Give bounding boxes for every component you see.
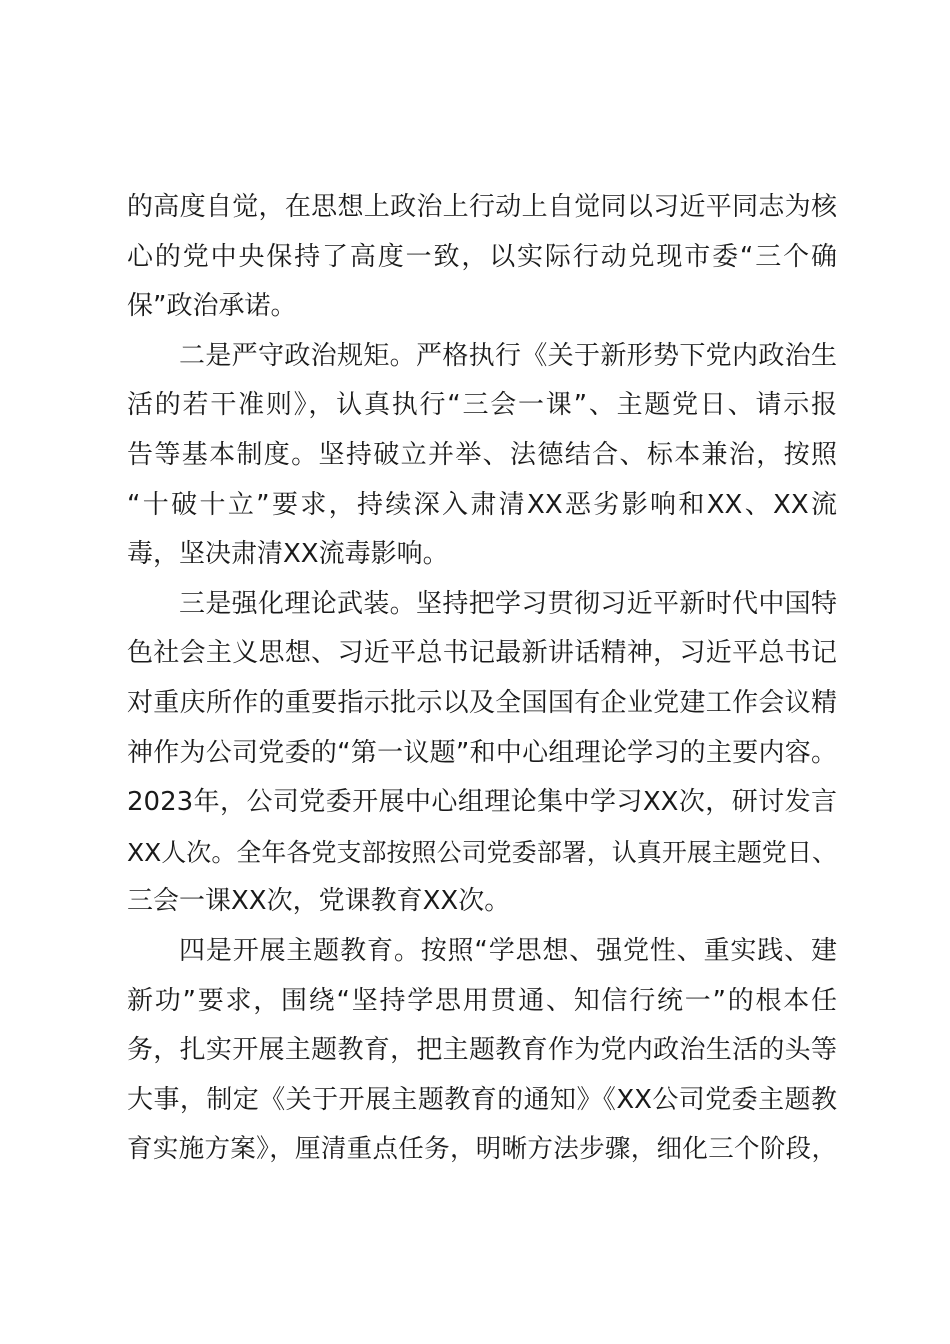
text-line: 对重庆所作的重要指示批示以及全国国有企业党建工作会议精 bbox=[127, 687, 837, 718]
text-line: 活的若干准则》，认真执行“三会一课”、主题党日、请示报 bbox=[127, 390, 837, 421]
text-line: 育实施方案》，厘清重点任务，明晰方法步骤，细化三个阶段， bbox=[127, 1134, 837, 1165]
text-line: XX人次。全年各党支部按照公司党委部署，认真开展主题党日、 bbox=[127, 837, 837, 867]
text-line: 毒，坚决肃清XX流毒影响。 bbox=[127, 539, 449, 570]
text-line: “十破十立”要求，持续深入肃清XX恶劣影响和XX、XX流 bbox=[127, 489, 837, 520]
text-line: 心的党中央保持了高度一致，以实际行动兑现市委“三个确 bbox=[127, 241, 837, 272]
text-line: 新功”要求，围绕“坚持学思用贯通、知信行统一”的根本任 bbox=[127, 985, 837, 1016]
paragraph-first-line: 三是强化理论武装。坚持把学习贯彻习近平新时代中国特 bbox=[179, 588, 837, 619]
text-line: 告等基本制度。坚持破立并举、法德结合、标本兼治，按照 bbox=[127, 439, 837, 470]
text-line: 神作为公司党委的“第一议题”和中心组理论学习的主要内容。 bbox=[127, 737, 837, 768]
paragraph-first-line: 二是严守政治规矩。严格执行《关于新形势下党内政治生 bbox=[179, 340, 837, 371]
text-line: 大事，制定《关于开展主题教育的通知》《XX公司党委主题教 bbox=[127, 1084, 837, 1115]
text-line: 的高度自觉，在思想上政治上行动上自觉同以习近平同志为核 bbox=[127, 192, 837, 222]
text-line: 务，扎实开展主题教育，把主题教育作为党内政治生活的头等 bbox=[127, 1035, 837, 1066]
text-line: 色社会主义思想、习近平总书记最新讲话精神，习近平总书记 bbox=[127, 638, 837, 669]
paragraph-first-line: 四是开展主题教育。按照“学思想、强党性、重实践、建 bbox=[179, 935, 837, 966]
text-line: 2023年，公司党委开展中心组理论集中学习XX次，研讨发言 bbox=[127, 787, 837, 818]
text-line: 保”政治承诺。 bbox=[127, 291, 297, 322]
body-text bbox=[127, 183, 837, 1175]
text-line: 三会一课XX次，党课教育XX次。 bbox=[127, 886, 511, 917]
